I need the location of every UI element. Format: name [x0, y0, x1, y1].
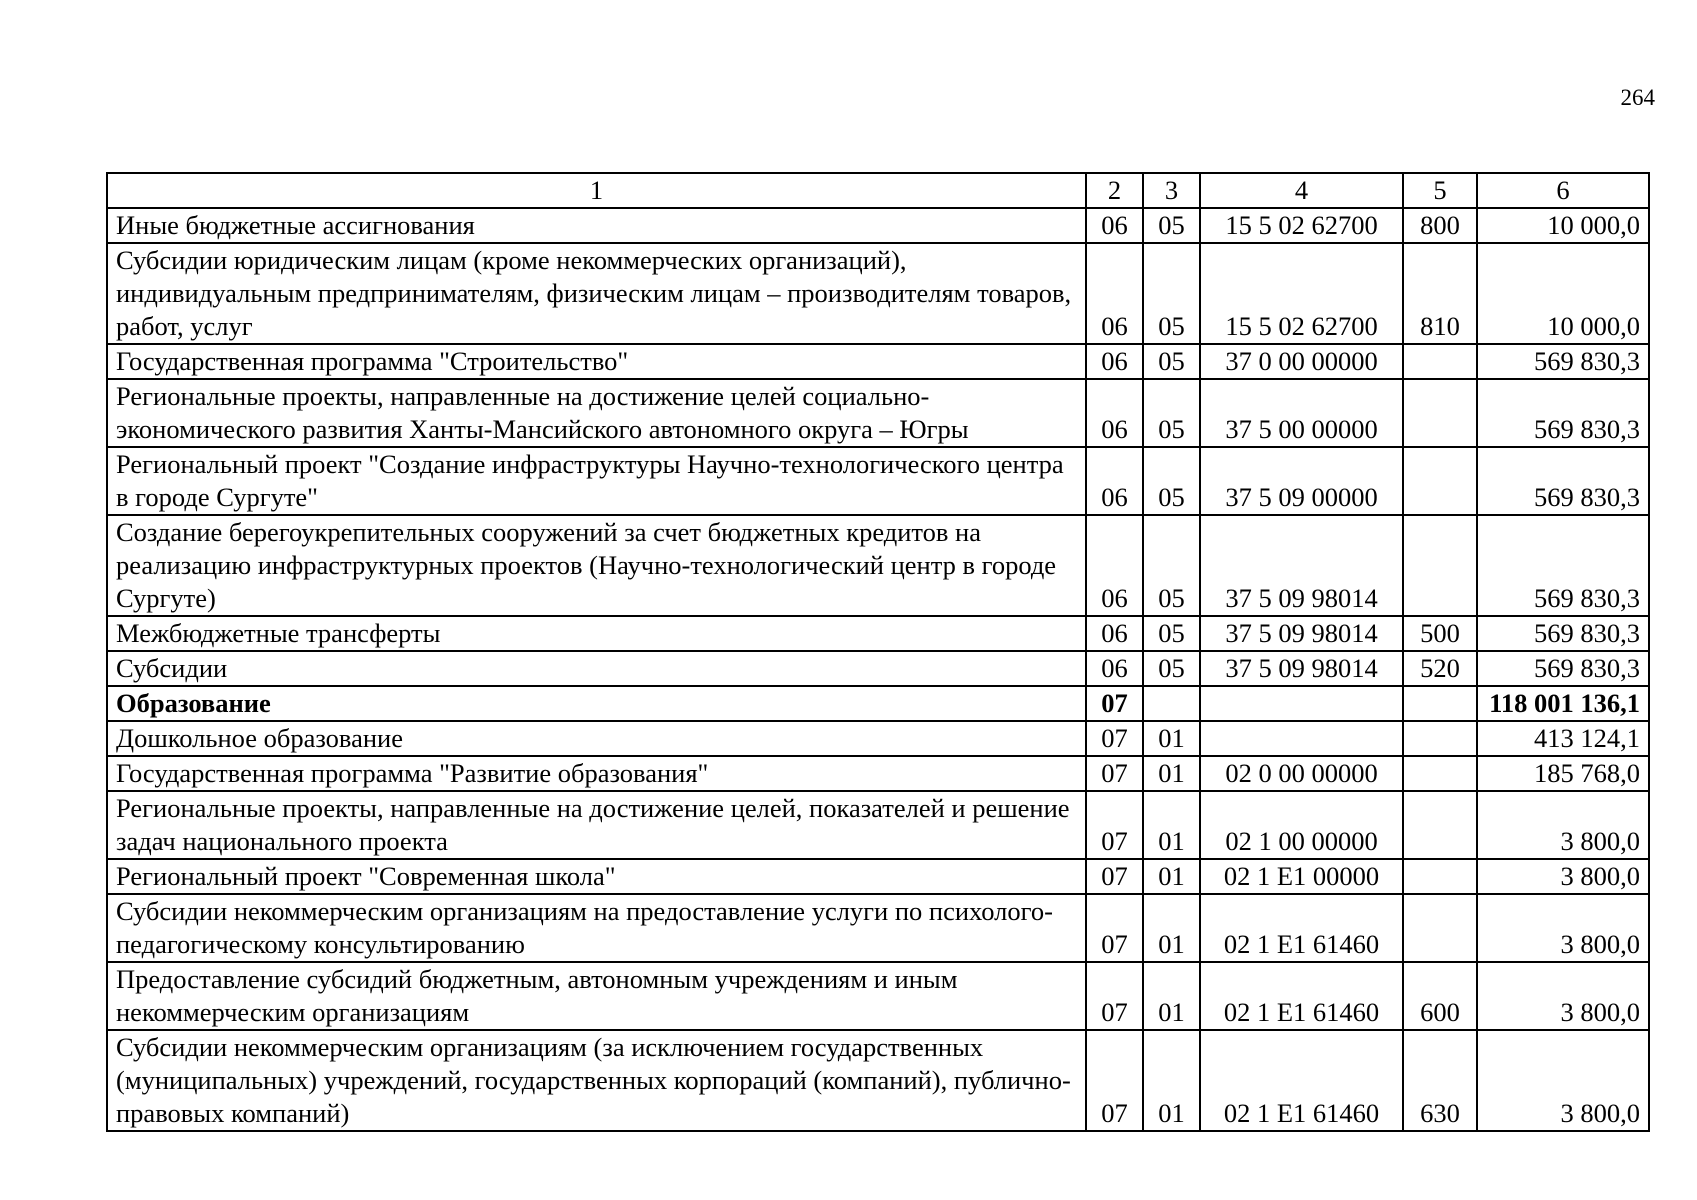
- row-expense-type-cell: [1403, 686, 1477, 721]
- row-name-cell: Субсидии: [107, 651, 1086, 686]
- row-name-cell: Субсидии некоммерческим организациям (за исключением государственных (муниципальных) учреждений, государственных корпораций (компаний), публично-правовых компаний): [107, 1030, 1086, 1131]
- row-name-cell: Региональные проекты, направленные на достижение целей социально-экономического развития Ханты-Мансийского автономного округа – Югры: [107, 379, 1086, 447]
- row-name-cell: Субсидии некоммерческим организациям на предоставление услуги по психолого-педагогическому консультированию: [107, 894, 1086, 962]
- row-name-cell: Межбюджетные трансферты: [107, 616, 1086, 651]
- row-section-cell: 06: [1086, 379, 1143, 447]
- row-subsection-cell: 01: [1143, 894, 1200, 962]
- row-expense-type-cell: [1403, 344, 1477, 379]
- row-subsection-cell: 05: [1143, 447, 1200, 515]
- row-section-cell: 07: [1086, 1030, 1143, 1131]
- row-expense-type-cell: [1403, 791, 1477, 859]
- table-row: [107, 379, 1649, 447]
- row-expense-type-cell: [1403, 756, 1477, 791]
- table-row: [107, 1030, 1649, 1131]
- row-target-code-cell: 02 1 00 00000: [1200, 791, 1403, 859]
- table-row: [107, 962, 1649, 1030]
- row-section-cell: 07: [1086, 962, 1143, 1030]
- table-row: [107, 791, 1649, 859]
- row-subsection-cell: [1143, 686, 1200, 721]
- header-col-1: 1: [107, 173, 1086, 208]
- table-row: [107, 447, 1649, 515]
- table-row: [107, 208, 1649, 243]
- row-amount-cell: 569 830,3: [1477, 379, 1649, 447]
- row-name-cell: Создание берегоукрепительных сооружений за счет бюджетных кредитов на реализацию инфраструктурных проектов (Научно-технологический центр в городе Сургуте): [107, 515, 1086, 616]
- table-body: [107, 173, 1649, 1131]
- table-row: [107, 651, 1649, 686]
- row-target-code-cell: 15 5 02 62700: [1200, 243, 1403, 344]
- row-name-cell: Государственная программа "Развитие образования": [107, 756, 1086, 791]
- row-section-cell: 06: [1086, 344, 1143, 379]
- row-name-cell: Государственная программа "Строительство": [107, 344, 1086, 379]
- row-subsection-cell: 01: [1143, 1030, 1200, 1131]
- row-subsection-cell: 01: [1143, 791, 1200, 859]
- row-target-code-cell: 02 1 E1 61460: [1200, 894, 1403, 962]
- table-row: [107, 243, 1649, 344]
- row-name-cell: Дошкольное образование: [107, 721, 1086, 756]
- row-target-code-cell: 37 5 09 98014: [1200, 651, 1403, 686]
- row-section-cell: 07: [1086, 894, 1143, 962]
- table-header-row: [107, 173, 1649, 208]
- row-amount-cell: 569 830,3: [1477, 344, 1649, 379]
- row-section-cell: 07: [1086, 756, 1143, 791]
- row-section-cell: 06: [1086, 616, 1143, 651]
- row-target-code-cell: 02 1 E1 00000: [1200, 859, 1403, 894]
- row-section-cell: 06: [1086, 243, 1143, 344]
- table-row: [107, 859, 1649, 894]
- row-target-code-cell: 37 5 09 00000: [1200, 447, 1403, 515]
- row-expense-type-cell: [1403, 447, 1477, 515]
- row-expense-type-cell: 500: [1403, 616, 1477, 651]
- table-row: [107, 616, 1649, 651]
- header-col-3: 3: [1143, 173, 1200, 208]
- header-col-5: 5: [1403, 173, 1477, 208]
- row-subsection-cell: 01: [1143, 962, 1200, 1030]
- row-section-cell: 07: [1086, 686, 1143, 721]
- row-section-cell: 06: [1086, 651, 1143, 686]
- row-target-code-cell: 37 0 00 00000: [1200, 344, 1403, 379]
- page-number: 264: [1620, 85, 1655, 110]
- table-row: [107, 721, 1649, 756]
- row-name-cell: Региональные проекты, направленные на достижение целей, показателей и решение задач национального проекта: [107, 791, 1086, 859]
- row-expense-type-cell: [1403, 894, 1477, 962]
- budget-table: [106, 172, 1650, 1132]
- row-name-cell: Региональный проект "Создание инфраструктуры Научно-технологического центра в городе Сургуте": [107, 447, 1086, 515]
- row-subsection-cell: 05: [1143, 208, 1200, 243]
- row-name-cell: Региональный проект "Современная школа": [107, 859, 1086, 894]
- row-name-cell: Субсидии юридическим лицам (кроме некоммерческих организаций), индивидуальным предпринимателям, физическим лицам – производителям товаров, работ, услуг: [107, 243, 1086, 344]
- header-col-2: 2: [1086, 173, 1143, 208]
- row-target-code-cell: 02 1 E1 61460: [1200, 962, 1403, 1030]
- row-expense-type-cell: [1403, 721, 1477, 756]
- row-amount-cell: 569 830,3: [1477, 616, 1649, 651]
- row-target-code-cell: [1200, 721, 1403, 756]
- row-amount-cell: 569 830,3: [1477, 447, 1649, 515]
- row-amount-cell: 3 800,0: [1477, 791, 1649, 859]
- row-expense-type-cell: 810: [1403, 243, 1477, 344]
- row-amount-cell: 3 800,0: [1477, 859, 1649, 894]
- row-expense-type-cell: 630: [1403, 1030, 1477, 1131]
- row-amount-cell: 10 000,0: [1477, 243, 1649, 344]
- row-subsection-cell: 01: [1143, 721, 1200, 756]
- table-row: [107, 515, 1649, 616]
- row-amount-cell: 185 768,0: [1477, 756, 1649, 791]
- table-row: [107, 756, 1649, 791]
- row-subsection-cell: 05: [1143, 344, 1200, 379]
- row-subsection-cell: 01: [1143, 756, 1200, 791]
- row-name-cell: Предоставление субсидий бюджетным, автономным учреждениям и иным некоммерческим организациям: [107, 962, 1086, 1030]
- row-expense-type-cell: 520: [1403, 651, 1477, 686]
- row-name-cell: Образование: [107, 686, 1086, 721]
- row-target-code-cell: [1200, 686, 1403, 721]
- table-row: [107, 686, 1649, 721]
- row-section-cell: 07: [1086, 721, 1143, 756]
- row-target-code-cell: 37 5 00 00000: [1200, 379, 1403, 447]
- row-amount-cell: 3 800,0: [1477, 1030, 1649, 1131]
- header-col-4: 4: [1200, 173, 1403, 208]
- row-target-code-cell: 37 5 09 98014: [1200, 515, 1403, 616]
- row-subsection-cell: 05: [1143, 515, 1200, 616]
- row-amount-cell: 413 124,1: [1477, 721, 1649, 756]
- row-subsection-cell: 05: [1143, 243, 1200, 344]
- row-target-code-cell: 15 5 02 62700: [1200, 208, 1403, 243]
- row-section-cell: 07: [1086, 791, 1143, 859]
- row-expense-type-cell: [1403, 515, 1477, 616]
- row-name-cell: Иные бюджетные ассигнования: [107, 208, 1086, 243]
- row-amount-cell: 3 800,0: [1477, 894, 1649, 962]
- row-target-code-cell: 02 1 E1 61460: [1200, 1030, 1403, 1131]
- table-row: [107, 894, 1649, 962]
- row-subsection-cell: 05: [1143, 651, 1200, 686]
- row-amount-cell: 569 830,3: [1477, 651, 1649, 686]
- row-section-cell: 06: [1086, 208, 1143, 243]
- header-col-6: 6: [1477, 173, 1649, 208]
- row-amount-cell: 10 000,0: [1477, 208, 1649, 243]
- table-row: [107, 344, 1649, 379]
- row-expense-type-cell: [1403, 379, 1477, 447]
- row-amount-cell: 569 830,3: [1477, 515, 1649, 616]
- row-target-code-cell: 37 5 09 98014: [1200, 616, 1403, 651]
- row-subsection-cell: 01: [1143, 859, 1200, 894]
- row-amount-cell: 118 001 136,1: [1477, 686, 1649, 721]
- row-expense-type-cell: 600: [1403, 962, 1477, 1030]
- row-section-cell: 06: [1086, 515, 1143, 616]
- row-subsection-cell: 05: [1143, 379, 1200, 447]
- row-expense-type-cell: [1403, 859, 1477, 894]
- row-section-cell: 06: [1086, 447, 1143, 515]
- row-section-cell: 07: [1086, 859, 1143, 894]
- row-target-code-cell: 02 0 00 00000: [1200, 756, 1403, 791]
- row-expense-type-cell: 800: [1403, 208, 1477, 243]
- row-amount-cell: 3 800,0: [1477, 962, 1649, 1030]
- row-subsection-cell: 05: [1143, 616, 1200, 651]
